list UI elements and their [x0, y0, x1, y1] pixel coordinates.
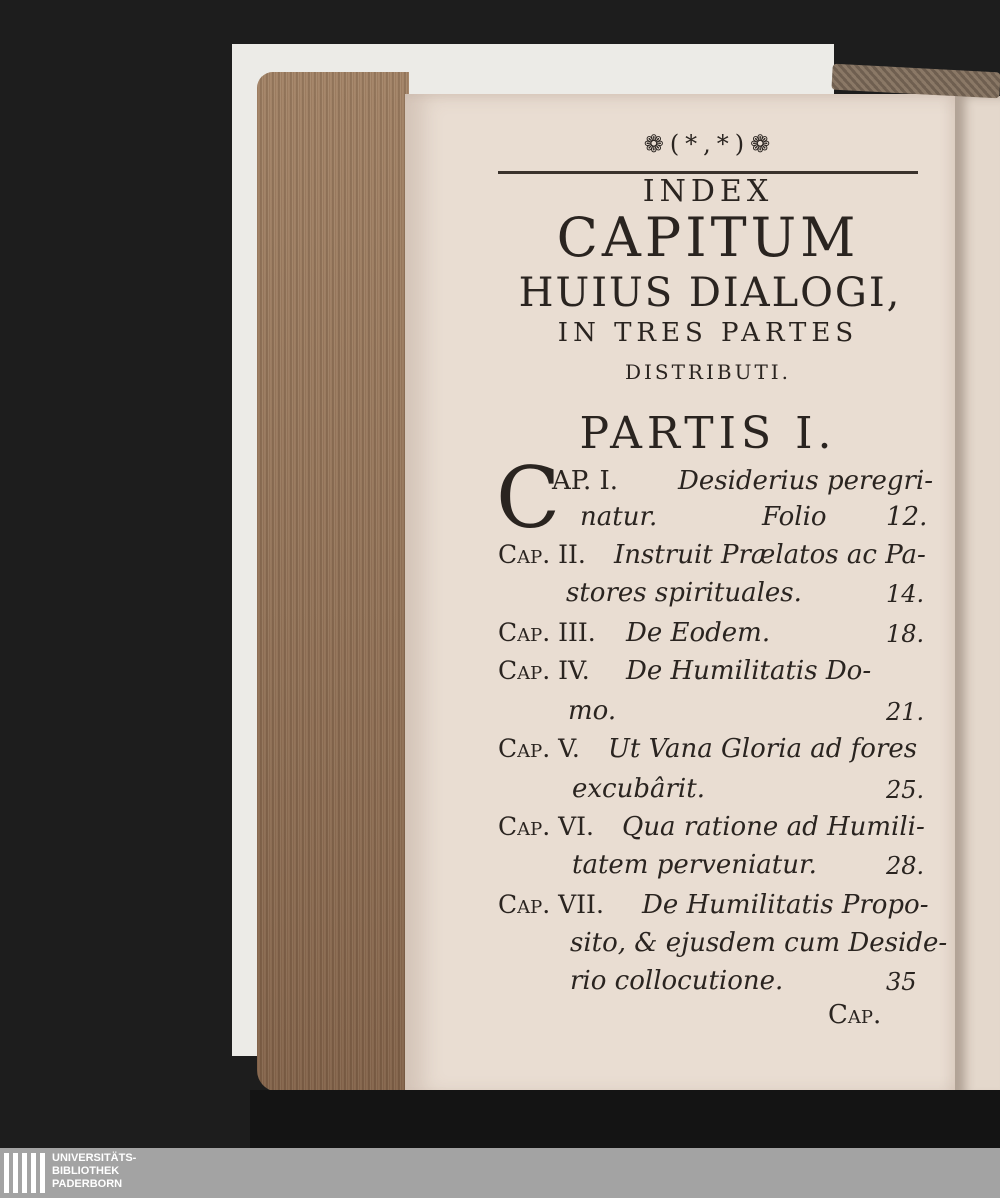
- page-number: 18.: [886, 620, 925, 648]
- chapter-title: Ut Vana Gloria ad fores: [608, 734, 918, 764]
- page-number: 25.: [886, 776, 925, 804]
- chapter-title-continued: rio collocutione.: [570, 966, 784, 996]
- page-number: 28.: [886, 852, 925, 880]
- page-number: 12.: [886, 502, 928, 532]
- chapter-title: Qua ratione ad Humili-: [622, 812, 925, 842]
- folio-word: Folio: [762, 502, 827, 532]
- chapter-title-continued: mo.: [568, 696, 617, 726]
- chapter-title: Instruit Prælatos ac Pa-: [614, 540, 926, 570]
- section-heading: PARTIS I.: [579, 408, 837, 459]
- library-name-line3: PADERBORN: [52, 1178, 123, 1190]
- chapter-title-continued: sito, & ejusdem cum Deside-: [570, 928, 948, 958]
- book-shadow: [250, 1090, 1000, 1148]
- chapter-title: Desiderius peregri-: [678, 466, 934, 496]
- chapter-label: Cap. VI.: [498, 812, 595, 841]
- library-name-line1: UNIVERSITÄTS-: [52, 1152, 137, 1164]
- title-capitum: CAPITUM: [556, 206, 860, 269]
- chapter-title-continued: natur.: [580, 502, 658, 532]
- chapter-label: AP. I.: [552, 466, 619, 496]
- catchword: Cap.: [828, 1000, 882, 1030]
- chapter-title: De Humilitatis Propo-: [642, 890, 929, 920]
- title-huius-dialogi: HUIUS DIALOGI,: [518, 270, 902, 316]
- chapter-title-continued: stores spirituales.: [566, 578, 802, 608]
- library-name: [52, 1152, 136, 1191]
- library-logo-icon: [4, 1153, 48, 1193]
- title-index: INDEX: [642, 174, 774, 209]
- chapter-label: Cap. III.: [498, 618, 596, 647]
- title-distributi: DISTRIBUTI.: [624, 360, 792, 384]
- header-ornament: ❁(*,*)❁: [643, 130, 777, 158]
- chapter-title: De Humilitatis Do-: [626, 656, 872, 686]
- chapter-label: Cap. V.: [498, 734, 580, 763]
- page-number: 21.: [886, 698, 925, 726]
- title-tres-partes: IN TRES PARTES: [557, 318, 859, 348]
- book-fore-edge: [257, 72, 409, 1092]
- drop-cap: C: [496, 449, 561, 547]
- chapter-title-continued: excubârit.: [572, 774, 705, 804]
- chapter-title: De Eodem.: [626, 618, 771, 648]
- page-number: 35: [886, 968, 917, 996]
- chapter-title-continued: tatem perveniatur.: [572, 850, 817, 880]
- library-name-line2: BIBLIOTHEK: [52, 1165, 120, 1177]
- chapter-label: Cap. VII.: [498, 890, 604, 919]
- facing-page-edge: [955, 96, 1000, 1098]
- library-footer-bar: [0, 1148, 1000, 1198]
- chapter-label: Cap. II.: [498, 540, 586, 569]
- page-number: 14.: [886, 580, 925, 608]
- chapter-label: Cap. IV.: [498, 656, 590, 685]
